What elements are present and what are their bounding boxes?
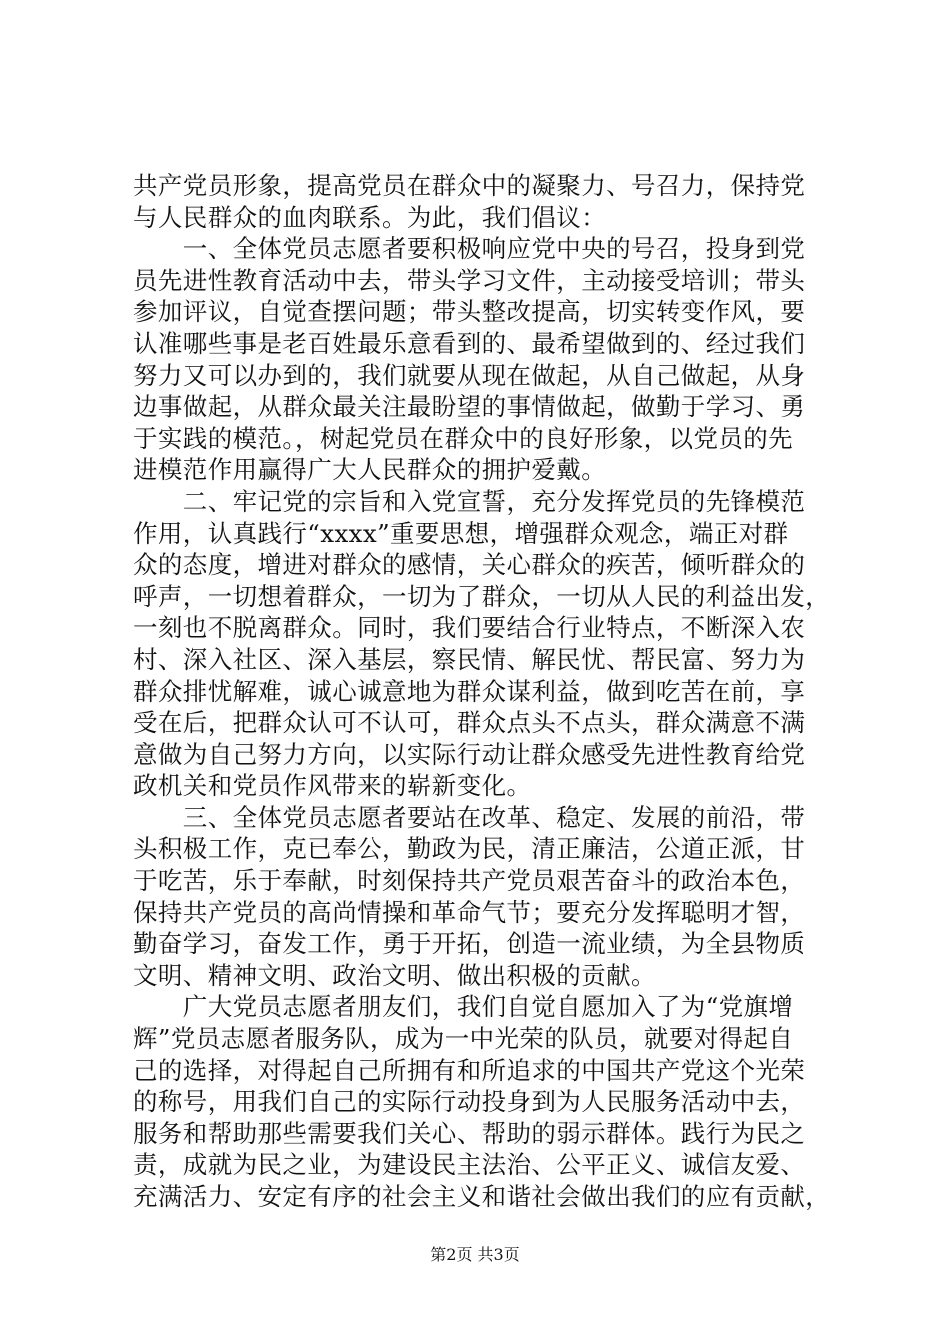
- text-line: 保持共产党员的高尚情操和革命气节；要充分发挥聪明才智，: [133, 897, 806, 927]
- text-line: 于吃苦，乐于奉献，时刻保持共产党员艰苦奋斗的政治本色，: [133, 866, 806, 896]
- text-line: 三、全体党员志愿者要站在改革、稳定、发展的前沿，带: [133, 802, 806, 832]
- text-line: 辉”党员志愿者服务队，成为一中光荣的队员，就要对得起自: [133, 1024, 794, 1054]
- text-line: 受在后，把群众认可不认可，群众点头不点头，群众满意不满: [133, 708, 806, 738]
- text-line: 政机关和党员作风带来的崭新变化。: [133, 771, 532, 801]
- text-line: 进模范作用赢得广大人民群众的拥护爱戴。: [133, 455, 607, 485]
- text-line: 勤奋学习，奋发工作，勇于开拓，创造一流业绩，为全县物质: [133, 929, 806, 959]
- text-line: 边事做起，从群众最关注最盼望的事情做起，做勤于学习、勇: [133, 392, 806, 422]
- text-line: 参加评议，自觉查摆问题；带头整改提高，切实转变作风，要: [133, 297, 806, 327]
- text-line: 努力又可以办到的，我们就要从现在做起，从自己做起，从身: [133, 360, 806, 390]
- text-line: 村、深入社区、深入基层，察民情、解民忧、帮民富、努力为: [133, 644, 806, 674]
- text-line: 广大党员志愿者朋友们，我们自觉自愿加入了为“党旗增: [133, 992, 794, 1022]
- text-line: 众的态度，增进对群众的感情，关心群众的疾苦，倾听群众的: [133, 550, 806, 580]
- text-line: 服务和帮助那些需要我们关心、帮助的弱示群体。践行为民之: [133, 1118, 806, 1148]
- text-line: 共产党员形象，提高党员在群众中的凝聚力、号召力，保持党: [133, 171, 806, 200]
- page-number-footer: 第2页 共3页: [430, 1245, 520, 1264]
- text-line: 员先进性教育活动中去，带头学习文件，主动接受培训；带头: [133, 265, 806, 295]
- text-line: 意做为自己努力方向，以实际行动让群众感受先进性教育给党: [133, 739, 806, 769]
- text-line: 己的选择，对得起自己所拥有和所追求的中国共产党这个光荣: [133, 1055, 806, 1085]
- text-line: 与人民群众的血肉联系。为此，我们倡议：: [133, 202, 607, 232]
- text-line: 头积极工作，克已奉公，勤政为民，清正廉洁，公道正派，甘: [133, 834, 806, 864]
- text-line: 认准哪些事是老百姓最乐意看到的、最希望做到的、经过我们: [133, 328, 806, 358]
- text-line: 于实践的模范。，树起党员在群众中的良好形象，以党员的先: [133, 423, 794, 453]
- text-line: 文明、精神文明、政治文明、做出积极的贡献。: [133, 960, 656, 990]
- document-body: [133, 170, 833, 1213]
- text-line: 一、全体党员志愿者要积极响应党中央的号召，投身到党: [133, 234, 806, 264]
- text-line: 充满活力、安定有序的社会主义和谐社会做出我们的应有贡献，: [133, 1182, 831, 1211]
- text-line: 的称号，用我们自己的实际行动投身到为人民服务活动中去，: [133, 1087, 806, 1117]
- text-line: 群众排忧解难，诚心诚意地为群众谋利益，做到吃苦在前，享: [133, 676, 806, 706]
- text-line: 责，成就为民之业，为建设民主法治、公平正义、诚信友爱、: [133, 1150, 806, 1180]
- text-line: 一刻也不脱离群众。同时，我们要结合行业特点，不断深入农: [133, 613, 806, 643]
- text-line: 二、牢记党的宗旨和入党宣誓，充分发挥党员的先锋模范: [133, 486, 806, 516]
- text-line: 呼声，一切想着群众，一切为了群众，一切从人民的利益出发，: [133, 581, 831, 611]
- text-line: 作用，认真践行“xxxx”重要思想，增强群众观念，端正对群: [133, 518, 789, 548]
